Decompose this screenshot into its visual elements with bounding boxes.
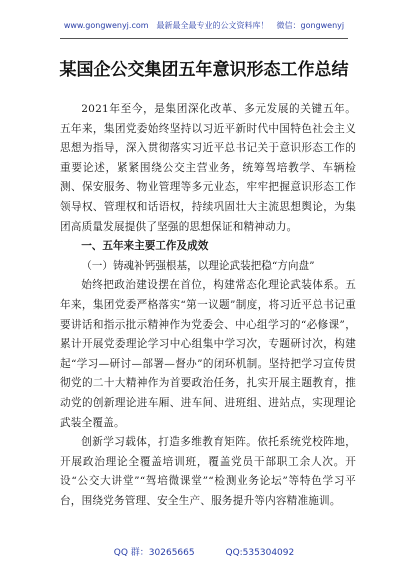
body-paragraph-2: 创新学习载体，打造多维教育矩阵。依托系统党校阵地，开展政治理论全覆盖培训班，覆盖党员干部职工余人次。开设“公交大讲堂”“驾培微课堂”“检测业务论坛”等特色学习平台，围绕党务管理、安全生产、服务提升等内容精准施训。 — [60, 436, 356, 507]
body-paragraph-1: 始终把政治建设摆在首位，构建常态化理论武装体系。五年来，集团党委严格落实“第一议题”制度，将习近平总书记重要讲话和指示批示精神作为党委会、中心组学习的“必修课”，累计开展党委理论学习中心组集中学习次，专题研讨次，构建起“学习—研讨—部署—督办”的闭环机制。坚持把学习宣传贯彻党的二十大精神作为首要政治任务，扎实开展主题教育，推动党的创新理论进车厢、进车间、进班组、进站点，实现理论武装全覆盖。 — [60, 279, 356, 429]
footer-qq-group: QQ 群：30265665 — [113, 548, 195, 558]
section-heading: 一、五年来主要工作及成效 — [81, 240, 209, 253]
subsection-heading: （一）铸魂补钙强根基，以理论武装把稳“方向盘” — [81, 259, 315, 272]
footer-qq: QQ:535304092 — [225, 548, 295, 558]
intro-paragraph: 2021年至今，是集团深化改革、多元发展的关键五年。五年来，集团党委始终坚持以习近平新时代中国特色社会主义思想为指导，深入贯彻落实习近平总书记关于意识形态工作的重要论述，紧紧围绕公交主营业务，统筹驾培教学、车辆检测、保安服务、物业管理等多元业态，牢牢把握意识形态工作领导权、管理权和话语权，持续巩固壮大主流思想舆论，为集团高质量发展提供了坚强的思想保证和精神动力。 — [60, 103, 356, 233]
document-title: 某国企公交集团五年意识形态工作总结 — [59, 60, 349, 80]
header-divider — [60, 38, 348, 39]
site-header: www.gongwenyj.com 最新最全最专业的公文资料库！ 微信：gongwenyj — [63, 21, 345, 30]
document-body — [60, 100, 356, 511]
page-footer — [0, 545, 408, 558]
